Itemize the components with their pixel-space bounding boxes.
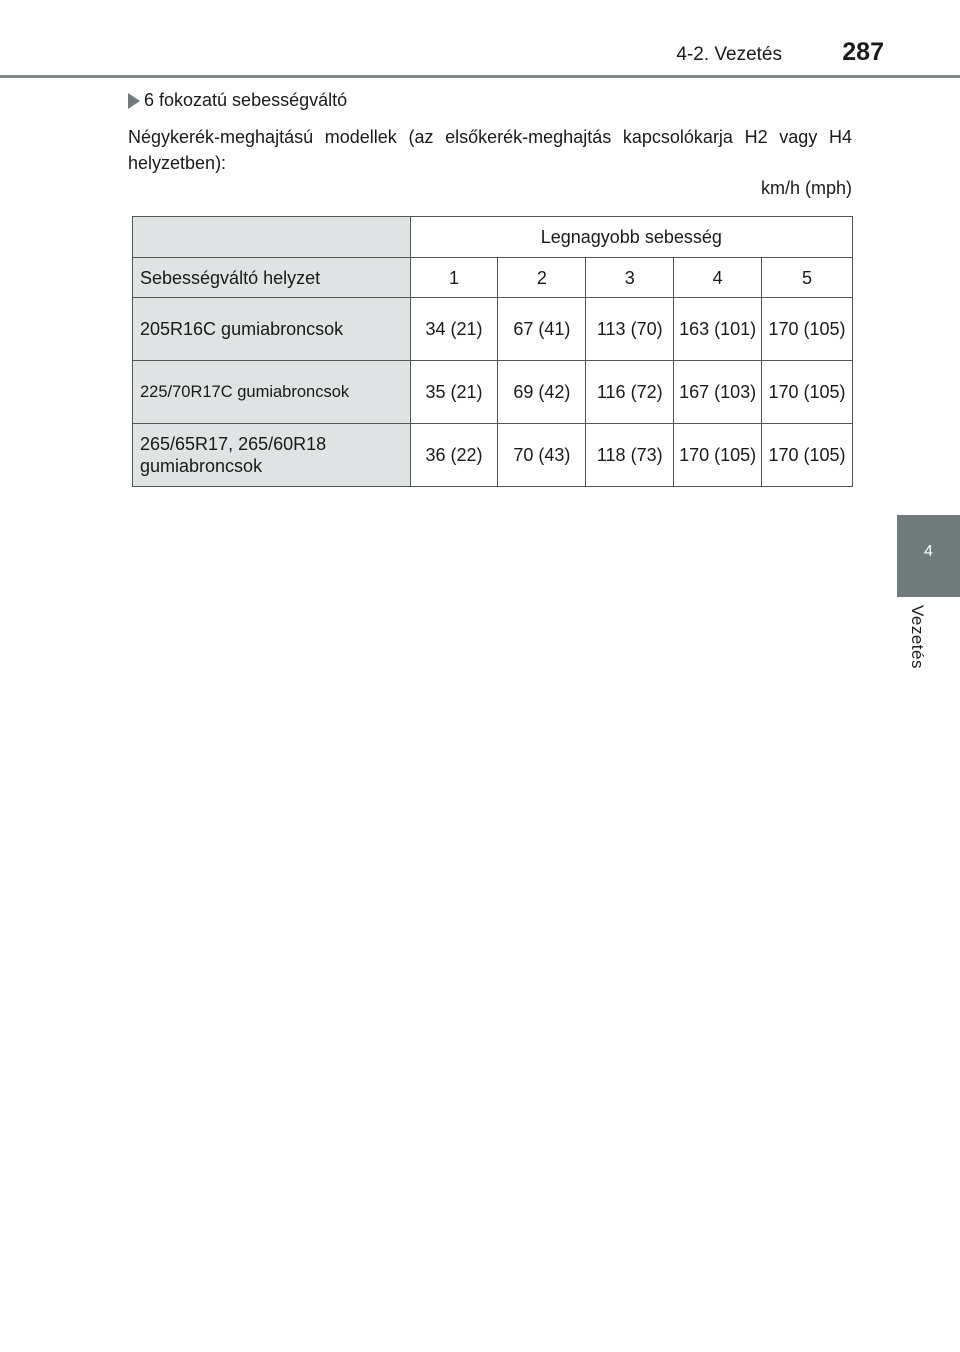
speed-cell: 167 (103) <box>674 361 762 424</box>
unit-label: km/h (mph) <box>760 178 852 198</box>
speed-cell: 35 (21) <box>410 361 498 424</box>
group-header: Legnagyobb sebesség <box>410 217 852 258</box>
tire-label: 265/65R17, 265/60R18 gumiabroncsok <box>133 424 411 487</box>
speed-cell: 170 (105) <box>762 361 853 424</box>
intro-paragraph: Négykerék-meghajtású modellek (az elsőkerék-meghajtás kapcsolókarja H2 vagy H4 helyzetben): <box>128 127 852 173</box>
speed-cell: 67 (41) <box>498 298 586 361</box>
speed-cell: 118 (73) <box>586 424 674 487</box>
section-title: 4-2. Vezetés <box>676 44 782 65</box>
tire-label: 225/70R17C gumiabroncsok <box>133 361 411 424</box>
speed-cell: 34 (21) <box>410 298 498 361</box>
table-corner-cell <box>133 217 411 258</box>
gear-row <box>133 258 853 298</box>
gear-cell: 4 <box>674 258 762 298</box>
gear-cell: 1 <box>410 258 498 298</box>
gear-label: Sebességváltó helyzet <box>133 258 411 298</box>
gear-cell: 3 <box>586 258 674 298</box>
speed-cell: 116 (72) <box>586 361 674 424</box>
header-rule <box>0 75 960 78</box>
speed-cell: 163 (101) <box>674 298 762 361</box>
tire-label: 205R16C gumiabroncsok <box>133 298 411 361</box>
gear-cell: 5 <box>762 258 853 298</box>
speed-cell: 70 (43) <box>498 424 586 487</box>
speed-cell: 170 (105) <box>762 424 853 487</box>
speed-cell: 170 (105) <box>762 298 853 361</box>
max-speed-table <box>132 216 853 487</box>
triangle-bullet-icon <box>128 93 140 109</box>
table-row <box>133 298 853 361</box>
subheading <box>128 90 347 111</box>
chapter-label: Vezetés <box>908 605 927 669</box>
table-header-row <box>133 217 853 258</box>
speed-cell: 36 (22) <box>410 424 498 487</box>
speed-cell: 113 (70) <box>586 298 674 361</box>
page-number: 287 <box>842 38 884 66</box>
gear-cell: 2 <box>498 258 586 298</box>
subheading-text: 6 fokozatú sebességváltó <box>144 90 348 110</box>
speed-cell: 69 (42) <box>498 361 586 424</box>
chapter-number: 4 <box>924 543 933 560</box>
chapter-tab <box>897 515 960 597</box>
table-row <box>133 361 853 424</box>
table-row <box>133 424 853 487</box>
speed-cell: 170 (105) <box>674 424 762 487</box>
